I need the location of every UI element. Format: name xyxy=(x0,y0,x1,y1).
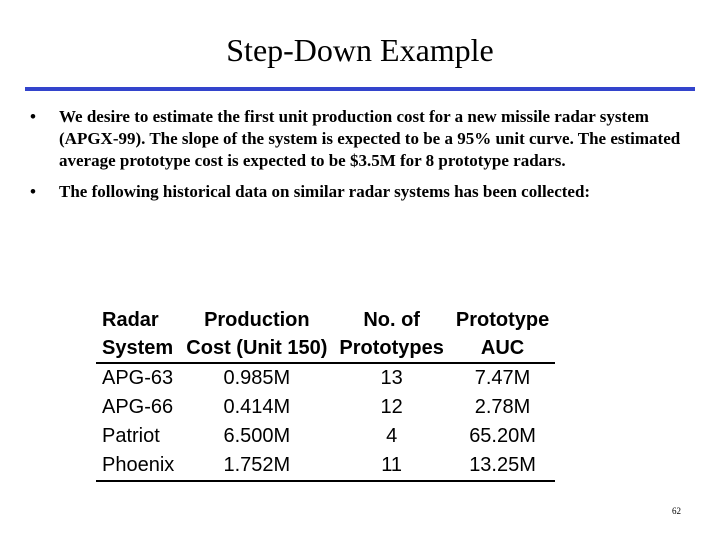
bullet-list xyxy=(30,106,700,212)
table-cell: 11 xyxy=(333,451,449,481)
header-cell: No. of xyxy=(363,309,420,331)
table-cell: 13.25M xyxy=(450,451,555,481)
table-cell: 7.47M xyxy=(474,367,531,389)
page-number: 62 xyxy=(672,506,681,516)
table-cell: 0.414M xyxy=(223,396,291,418)
header-cell: Prototype xyxy=(455,309,550,331)
header-cell: System xyxy=(96,334,180,363)
header-cell: Cost (Unit 150) xyxy=(180,334,333,363)
table-cell: 65.20M xyxy=(469,425,536,447)
bullet-marker: • xyxy=(30,107,36,126)
table-cell: APG-63 xyxy=(102,367,174,389)
table-cell: 13 xyxy=(380,367,403,389)
table-row xyxy=(96,363,555,393)
table-cell: 1.752M xyxy=(180,451,333,481)
bullet-item xyxy=(30,181,700,203)
table-cell: 0.985M xyxy=(223,367,291,389)
table-cell: APG-66 xyxy=(102,396,174,418)
bullet-marker: • xyxy=(30,182,36,201)
radar-data-table xyxy=(96,306,555,482)
table-cell: Patriot xyxy=(102,425,160,447)
table-cell: 6.500M xyxy=(223,425,291,447)
header-cell: Radar xyxy=(102,309,159,331)
table-row xyxy=(96,393,555,422)
header-cell: AUC xyxy=(450,334,555,363)
table-row xyxy=(96,451,555,481)
table-cell: 2.78M xyxy=(474,396,531,418)
table-cell: 4 xyxy=(386,425,398,447)
header-cell: Production xyxy=(204,309,310,331)
title-underline xyxy=(25,87,695,91)
table-row xyxy=(96,422,555,451)
slide-title: Step-Down Example xyxy=(226,32,494,68)
table-cell: Phoenix xyxy=(96,451,180,481)
table-header-row xyxy=(96,306,555,334)
bullet-text: The following historical data on similar radar systems has been collected: xyxy=(59,182,591,201)
bullet-item xyxy=(30,106,700,172)
table-header-row xyxy=(96,334,555,363)
bullet-text: We desire to estimate the first unit production cost for a new missile radar system (APGX-99). The slope of the system is expected to be a 95% unit curve. The estimated average prototype cost is expected to be $3.5M for 8 prototype radars. xyxy=(59,107,681,170)
header-cell: Prototypes xyxy=(333,334,449,363)
table-cell: 12 xyxy=(380,396,403,418)
